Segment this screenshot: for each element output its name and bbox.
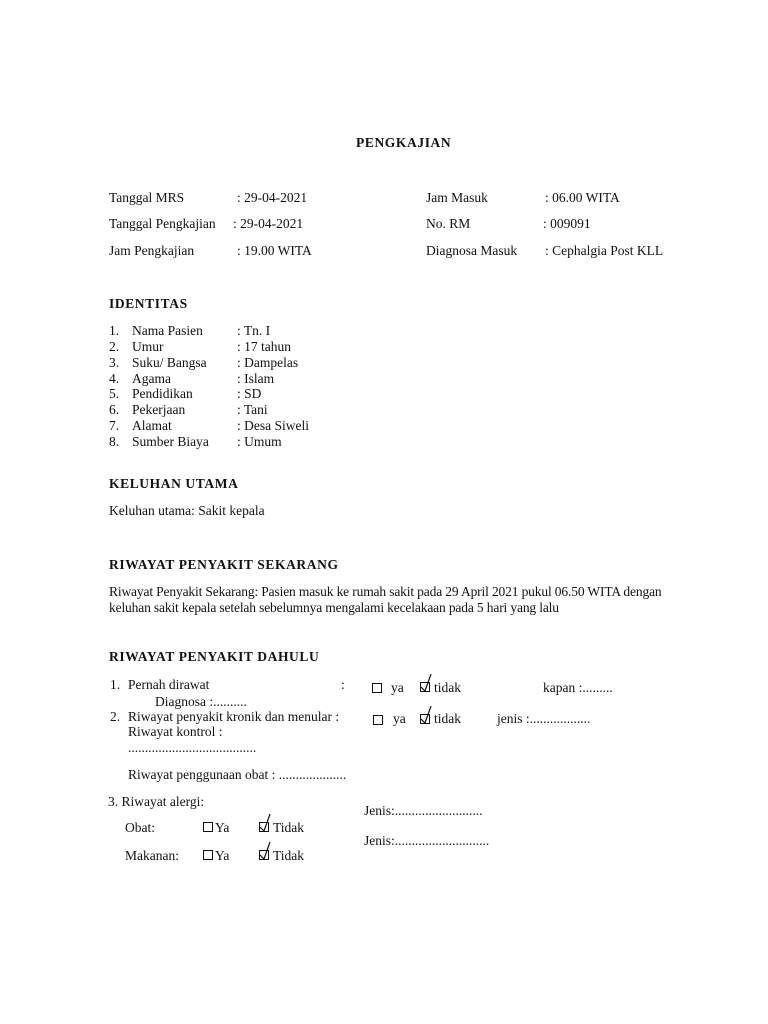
list-item-label: Pekerjaan	[132, 402, 186, 417]
jenis-field: jenis :..................	[497, 711, 591, 726]
jenis-obat-field: Jenis:..........................	[364, 803, 483, 818]
list-item-label: Umur	[132, 339, 164, 354]
tanggal-pengkajian-value: : 29-04-2021	[233, 216, 304, 231]
rpd-item-2-number: 2.	[110, 709, 121, 724]
list-item-label: Sumber Biaya	[132, 434, 209, 449]
ya-label: ya	[391, 680, 404, 695]
list-item-label: Agama	[132, 371, 171, 386]
ya-checkbox[interactable]	[372, 683, 382, 693]
no-rm-label: No. RM	[426, 216, 471, 231]
list-item-value: : Desa Siweli	[237, 418, 309, 433]
list-item-value: : SD	[237, 386, 262, 401]
list-item-value: : Tani	[237, 402, 268, 417]
identitas-heading: IDENTITAS	[109, 296, 188, 311]
list-item-number: 8.	[109, 434, 120, 449]
diagnosa-masuk-label: Diagnosa Masuk	[426, 243, 518, 258]
makanan-label: Makanan:	[125, 848, 179, 863]
list-item-number: 3.	[109, 355, 120, 370]
obat-tidak-checkbox[interactable]	[259, 822, 269, 832]
rpd-heading: RIWAYAT PENYAKIT DAHULU	[109, 649, 320, 664]
rpd-item-1-colon: :	[341, 677, 345, 692]
list-item-label: Alamat	[132, 418, 172, 433]
tidak-checkbox[interactable]	[420, 682, 430, 692]
tanggal-mrs-value: : 29-04-2021	[237, 190, 308, 205]
list-item-number: 1.	[109, 323, 120, 338]
rps-text-line-2: keluhan sakit kepala setelah sebelumnya mengalami kecelakaan pada 5 hari yang lalu	[109, 600, 559, 615]
check-icon	[259, 813, 273, 833]
diagnosa-field: Diagnosa :..........	[155, 694, 247, 709]
diagnosa-masuk-value: : Cephalgia Post KLL	[545, 243, 664, 258]
list-item-label: Suku/ Bangsa	[132, 355, 207, 370]
jam-masuk-label: Jam Masuk	[426, 190, 488, 205]
tidak-checkbox[interactable]	[420, 714, 430, 724]
ya-checkbox[interactable]	[373, 715, 383, 725]
obat-ya-checkbox[interactable]	[203, 822, 213, 832]
jam-masuk-value: : 06.00 WITA	[545, 190, 620, 205]
list-item-number: 6.	[109, 402, 120, 417]
obat-tidak-label: Tidak	[273, 820, 305, 835]
keluhan-heading: KELUHAN UTAMA	[109, 476, 239, 491]
page-title: PENGKAJIAN	[356, 135, 452, 150]
obat-ya-label: Ya	[215, 820, 230, 835]
keluhan-text: Keluhan utama: Sakit kepala	[109, 503, 265, 518]
list-item-label: Nama Pasien	[132, 323, 203, 338]
riwayat-kontrol-field: ......................................	[128, 740, 257, 755]
tidak-label: tidak	[434, 711, 461, 726]
list-item-number: 4.	[109, 371, 120, 386]
makanan-tidak-checkbox[interactable]	[259, 850, 269, 860]
makanan-tidak-label: Tidak	[273, 848, 305, 863]
list-item-value: : Tn. I	[237, 323, 271, 338]
riwayat-obat-field: Riwayat penggunaan obat : ....................	[128, 767, 347, 782]
check-icon	[420, 673, 434, 693]
alergi-heading: 3. Riwayat alergi:	[108, 794, 205, 809]
obat-label: Obat:	[125, 820, 155, 835]
rpd-item-1-label: Pernah dirawat	[128, 677, 210, 692]
rps-heading: RIWAYAT PENYAKIT SEKARANG	[109, 557, 339, 572]
jenis-makanan-field: Jenis:............................	[364, 833, 490, 848]
list-item-number: 5.	[109, 386, 120, 401]
ya-label: ya	[393, 711, 406, 726]
check-icon	[259, 841, 273, 861]
list-item-label: Pendidikan	[132, 386, 193, 401]
makanan-ya-label: Ya	[215, 848, 230, 863]
rps-text-line-1: Riwayat Penyakit Sekarang: Pasien masuk ke rumah sakit pada 29 April 2021 pukul 06.50 WITA dengan	[109, 584, 662, 599]
rpd-item-1-number: 1.	[110, 677, 121, 692]
no-rm-value: : 009091	[543, 216, 591, 231]
check-icon	[420, 705, 434, 725]
rpd-item-2-label: Riwayat penyakit kronik dan menular :	[128, 709, 340, 724]
tidak-label: tidak	[434, 680, 461, 695]
jam-pengkajian-label: Jam Pengkajian	[109, 243, 195, 258]
list-item-number: 7.	[109, 418, 120, 433]
tanggal-pengkajian-label: Tanggal Pengkajian	[109, 216, 216, 231]
list-item-value: : Umum	[237, 434, 282, 449]
jam-pengkajian-value: : 19.00 WITA	[237, 243, 312, 258]
riwayat-kontrol-label: Riwayat kontrol :	[128, 724, 223, 739]
list-item-value: : Islam	[237, 371, 275, 386]
list-item-value: : 17 tahun	[237, 339, 291, 354]
kapan-field: kapan :.........	[543, 680, 613, 695]
list-item-value: : Dampelas	[237, 355, 299, 370]
tanggal-mrs-label: Tanggal MRS	[109, 190, 185, 205]
makanan-ya-checkbox[interactable]	[203, 850, 213, 860]
list-item-number: 2.	[109, 339, 120, 354]
